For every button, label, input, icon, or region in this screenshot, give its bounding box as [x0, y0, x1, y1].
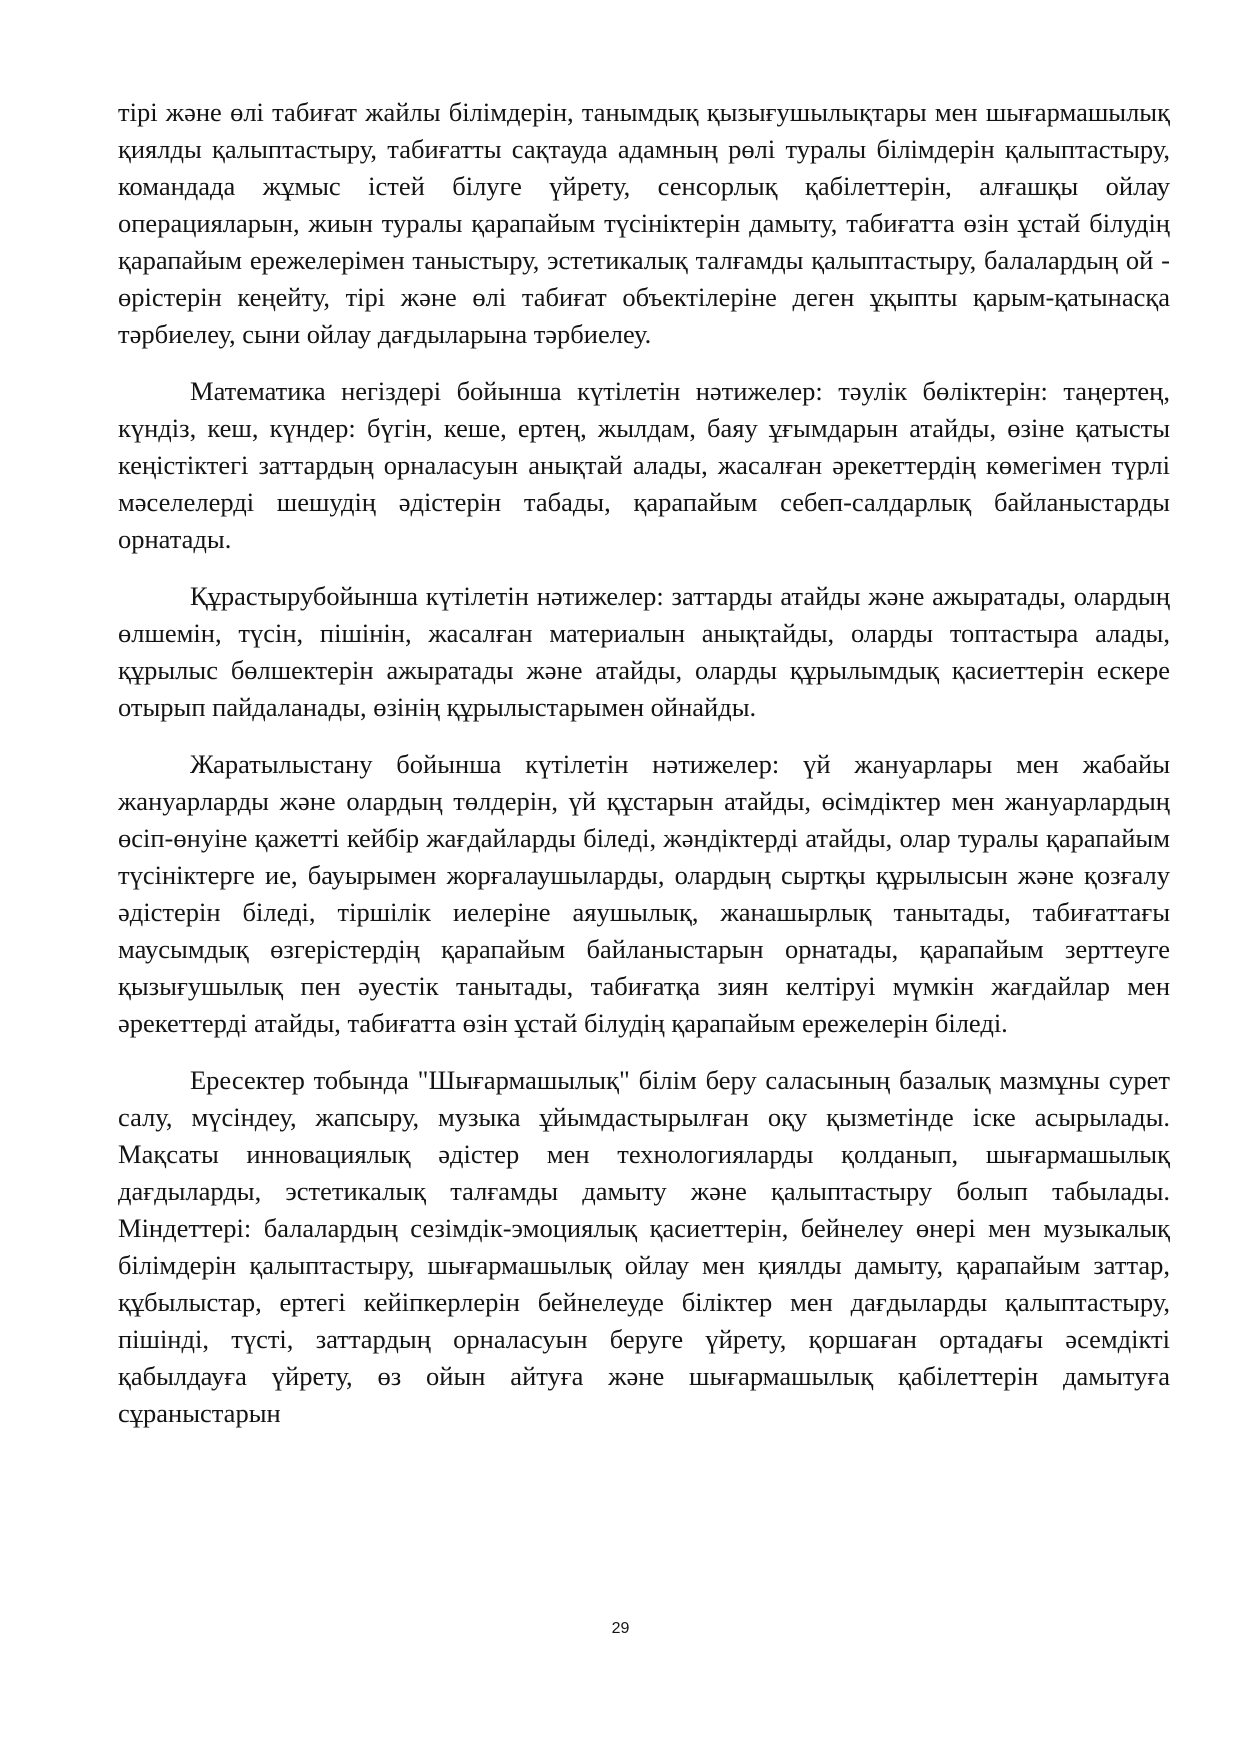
- page-number: 29: [611, 1620, 630, 1637]
- paragraph-creativity-area: Ересектер тобында "Шығармашылық" білім беру саласының базалық мазмұны сурет салу, мүсіндеу, жапсыру, музыка ұйымдастырылған оқу қызметінде іске асырылады. Мақсаты инновациялық әдістер мен технологияларды қолданып, шығармашылық дағдыларды, эстетикалық талғамды дамыту және қалыптастыру болып табылады. Міндеттері: балалардың сезімдік-эмоциялық қасиеттерін, бейнелеу өнері мен музыкалық білімдерін қалыптастыру, шығармашылық ойлау мен қиялды дамыту, қарапайым заттар, құбылыстар, ертегі кейіпкерлерін бейнелеуде біліктер мен дағдыларды қалыптастыру, пішінді, түсті, заттардың орналасуын беруге үйрету, қоршаған ортадағы әсемдікті қабылдауға үйрету, өз ойын айтуға және шығармашылық қабілеттерін дамытуға сұраныстарын: [118, 1065, 1170, 1428]
- paragraph-natural-science-outcomes: Жаратылыстану бойынша күтілетін нәтижелер: үй жануарлары мен жабайы жануарларды және олардың төлдерін, үй құстарын атайды, өсімдіктер мен жануарлардың өсіп-өнуіне қажетті кейбір жағдайларды біледі, жәндіктерді атайды, олар туралы қарапайым түсініктерге ие, бауырымен жорғалаушыларды, олардың сыртқы құрылысын және қозғалу әдістерін біледі, тіршілік иелеріне аяушылық, жанашырлық танытады, табиғаттағы маусымдық өзгерістердің қарапайым байланыстарын орнатады, қарапайым зерттеуге қызығушылық пен әуестік танытады, табиғатқа зиян келтіруі мүмкін жағдайлар мен әрекеттерді атайды, табиғатта өзін ұстай білудің қарапайым ережелерін біледі.: [118, 749, 1170, 1038]
- paragraph-continuation: тірі және өлі табиғат жайлы білімдерін, танымдық қызығушылықтары мен шығармашылық қиялды қалыптастыру, табиғатты сақтауда адамның рөлі туралы білімдерін қалыптастыру, командада жұмыс істей білуге үйрету, сенсорлық қабілеттерін, алғашқы ойлау операцияларын, жиын туралы қарапайым түсініктерін дамыту, табиғатта өзін ұстай білудің қарапайым ережелерімен таныстыру, эстетикалық талғамды қалыптастыру, балалардың ой - өрістерін кеңейту, тірі және өлі табиғат объектілеріне деген ұқыпты қарым-қатынасқа тәрбиелеу, сыни ойлау дағдыларына тәрбиелеу.: [118, 97, 1170, 349]
- body-text: [118, 94, 1170, 1452]
- paragraph-construction-outcomes: Құрастырубойынша күтілетін нәтижелер: заттарды атайды және ажыратады, олардың өлшемін, түсін, пішінін, жасалған материалын анықтайды, оларды топтастыра алады, құрылыс бөлшектерін ажыратады және атайды, оларды құрылымдық қасиеттерін ескере отырып пайдаланады, өзінің құрылыстарымен ойнайды.: [118, 581, 1170, 722]
- paragraph-mathematics-outcomes: Математика негіздері бойынша күтілетін нәтижелер: тәулік бөліктерін: таңертең, күндіз, кеш, күндер: бүгін, кеше, ертең, жылдам, баяу ұғымдарын атайды, өзіне қатысты кеңістіктегі заттардың орналасуын анықтай алады, жасалған әрекеттердің көмегімен түрлі мәселелерді шешудің әдістерін табады, қарапайым себеп-салдарлық байланыстарды орнатады.: [118, 376, 1170, 554]
